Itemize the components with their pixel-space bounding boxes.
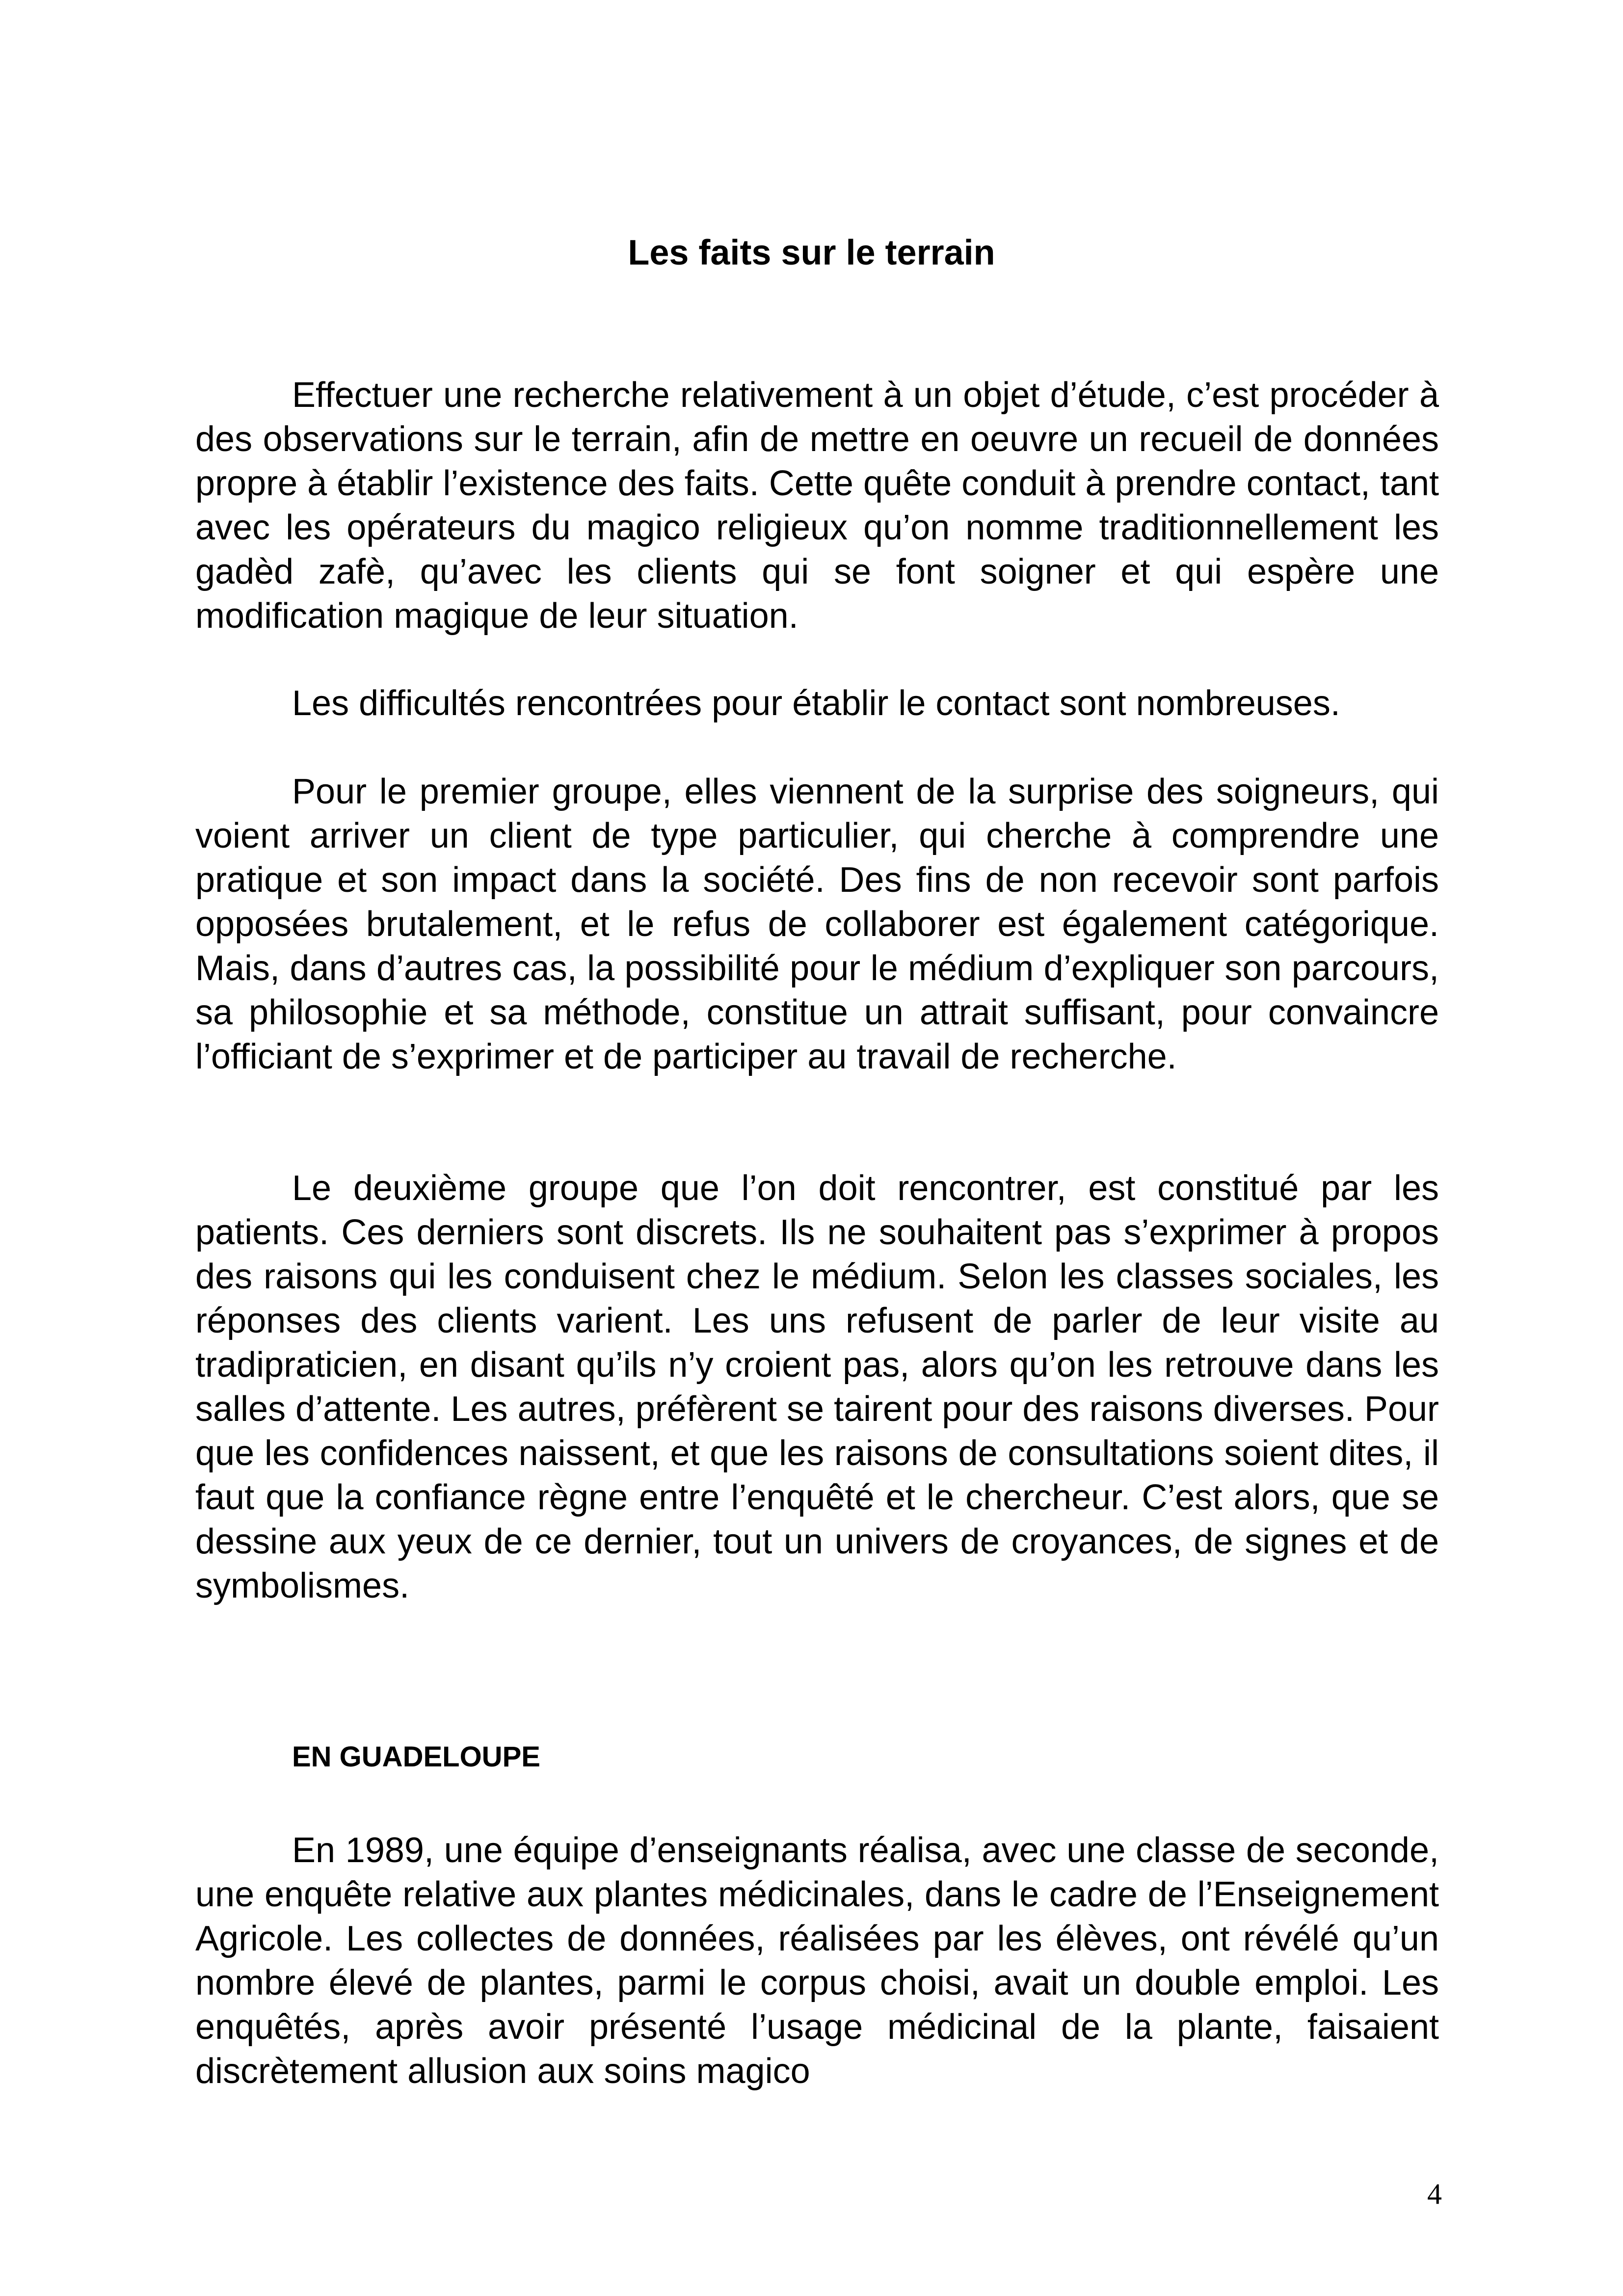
section-heading: EN GUADELOUPE [292, 1741, 540, 1773]
page-title: Les faits sur le terrain [628, 233, 995, 272]
page-number: 4 [1427, 2178, 1442, 2210]
paragraph-intro: Effectuer une recherche relativement à un objet d’étude, c’est procéder à des observations sur le terrain, afin de mettre en oeuvre un recueil de données propre à établir l’existence des faits. Cette quête conduit à prendre contact, tant avec les opérateurs du magico religieux qu’on nomme traditionnellement les gadèd zafè, qu’avec les clients qui se font soigner et qui espère une modification magique de leur situation. [195, 375, 1439, 636]
paragraph-difficulties: Les difficultés rencontrées pour établir le contact sont nombreuses. [292, 684, 1340, 723]
paragraph-first-group: Pour le premier groupe, elles viennent de la surprise des soigneurs, qui voient arriver un client de type particulier, qui cherche à comprendre une pratique et son impact dans la société. Des fins de non recevoir sont parfois opposées brutalement, et le refus de collaborer est également catégorique. Mais, dans d’autres cas, la possibilité pour le médium d’expliquer son parcours, sa philosophie et sa méthode, constitue un attrait suffisant, pour convaincre l’officiant de s’exprimer et de participer au travail de recherche. [195, 772, 1439, 1076]
paragraph-second-group: Le deuxième groupe que l’on doit rencontrer, est constitué par les patients. Ces derniers sont discrets. Ils ne souhaitent pas s’exprimer à propos des raisons qui les conduisent chez le médium. Selon les classes sociales, les réponses des clients varient. Les uns refusent de parler de leur visite au tradipraticien, en disant qu’ils n’y croient pas, alors qu’on les retrouve dans les salles d’attente. Les autres, préfèrent se tairent pour des raisons diverses. Pour que les confidences naissent, et que les raisons de consultations soient dites, il faut que la confiance règne entre l’enquêté et le chercheur. C’est alors, que se dessine aux yeux de ce dernier, tout un univers de croyances, de signes et de symbolismes. [195, 1169, 1439, 1605]
paragraph-guadeloupe: En 1989, une équipe d’enseignants réalisa, avec une classe de seconde, une enquête relative aux plantes médicinales, dans le cadre de l’Enseignement Agricole. Les collectes de données, réalisées par les élèves, ont révélé qu’un nombre élevé de plantes, parmi le corpus choisi, avait un double emploi. Les enquêtés, après avoir présenté l’usage médicinal de la plante, faisaient discrètement allusion aux soins magico [195, 1831, 1439, 2091]
